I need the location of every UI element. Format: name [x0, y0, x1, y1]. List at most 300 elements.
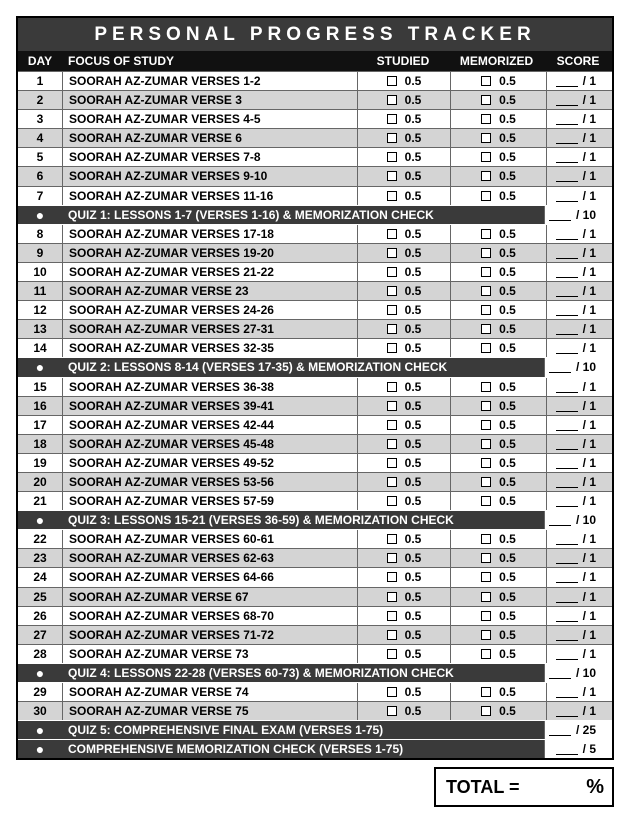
- memorized-checkbox[interactable]: [481, 534, 491, 544]
- score-blank[interactable]: [556, 591, 578, 603]
- studied-checkbox[interactable]: [387, 248, 397, 258]
- memorized-cell[interactable]: [451, 301, 547, 319]
- score-max: / 1: [582, 646, 596, 661]
- studied-checkbox[interactable]: [387, 76, 397, 86]
- bullet-icon: ●: [35, 741, 45, 758]
- focus-of-study: SOORAH AZ-ZUMAR VERSES 39-41: [63, 397, 358, 415]
- memorized-cell[interactable]: [451, 282, 547, 300]
- memorized-checkbox[interactable]: [481, 687, 491, 697]
- studied-cell[interactable]: [358, 588, 451, 606]
- table-row: [18, 548, 612, 567]
- studied-points: 0.5: [404, 589, 422, 604]
- score-cell[interactable]: [547, 626, 612, 644]
- memorized-checkbox[interactable]: [481, 611, 491, 621]
- score-max: / 1: [582, 150, 596, 165]
- memorized-cell[interactable]: [451, 72, 547, 90]
- table-row: [18, 338, 612, 357]
- score-blank[interactable]: [549, 724, 571, 736]
- studied-cell[interactable]: [358, 568, 451, 586]
- score-max: / 1: [582, 303, 596, 318]
- score-cell[interactable]: [547, 339, 612, 357]
- studied-points: 0.5: [404, 436, 422, 451]
- table-row: [18, 434, 612, 453]
- score-blank[interactable]: [556, 419, 578, 431]
- memorized-cell[interactable]: [451, 492, 547, 510]
- score-blank[interactable]: [549, 514, 571, 526]
- memorized-checkbox[interactable]: [481, 267, 491, 277]
- memorized-checkbox[interactable]: [481, 592, 491, 602]
- focus-of-study: SOORAH AZ-ZUMAR VERSES 21-22: [63, 263, 358, 281]
- studied-cell[interactable]: [358, 148, 451, 166]
- studied-cell[interactable]: [358, 702, 451, 720]
- memorized-cell[interactable]: [451, 473, 547, 491]
- studied-cell[interactable]: [358, 282, 451, 300]
- memorized-cell[interactable]: [451, 397, 547, 415]
- focus-of-study: SOORAH AZ-ZUMAR VERSES 57-59: [63, 492, 358, 510]
- studied-cell[interactable]: [358, 397, 451, 415]
- memorized-points: 0.5: [499, 284, 516, 299]
- studied-checkbox[interactable]: [387, 458, 397, 468]
- memorized-points: 0.5: [499, 627, 516, 642]
- score-blank[interactable]: [556, 686, 578, 698]
- memorized-checkbox[interactable]: [481, 420, 491, 430]
- studied-cell[interactable]: [358, 263, 451, 281]
- studied-checkbox[interactable]: [387, 534, 397, 544]
- studied-cell[interactable]: [358, 683, 451, 701]
- score-blank[interactable]: [556, 571, 578, 583]
- score-blank[interactable]: [556, 113, 578, 125]
- score-blank[interactable]: [549, 361, 571, 373]
- studied-checkbox[interactable]: [387, 706, 397, 716]
- memorized-points: 0.5: [499, 570, 516, 585]
- studied-cell[interactable]: [358, 645, 451, 663]
- memorized-cell[interactable]: [451, 568, 547, 586]
- studied-checkbox[interactable]: [387, 171, 397, 181]
- score-blank[interactable]: [556, 400, 578, 412]
- score-cell[interactable]: [544, 206, 612, 224]
- studied-checkbox[interactable]: [387, 572, 397, 582]
- studied-cell[interactable]: [358, 416, 451, 434]
- memorized-cell[interactable]: [451, 244, 547, 262]
- progress-tracker-table: [16, 16, 614, 760]
- quiz-text: QUIZ 3: LESSONS 15-21 (VERSES 36-59) & MEMORIZATION CHECK: [68, 513, 454, 528]
- score-blank[interactable]: [556, 457, 578, 469]
- score-blank[interactable]: [556, 323, 578, 335]
- score-cell[interactable]: [547, 244, 612, 262]
- memorized-cell[interactable]: [451, 645, 547, 663]
- studied-points: 0.5: [404, 322, 422, 337]
- score-cell[interactable]: [544, 664, 612, 682]
- score-blank[interactable]: [556, 190, 578, 202]
- score-blank[interactable]: [556, 228, 578, 240]
- memorized-checkbox[interactable]: [481, 649, 491, 659]
- studied-checkbox[interactable]: [387, 191, 397, 201]
- studied-cell[interactable]: [358, 167, 451, 185]
- memorized-checkbox[interactable]: [481, 630, 491, 640]
- day-number: 23: [18, 549, 63, 567]
- table-row: [18, 166, 612, 185]
- studied-points: 0.5: [404, 226, 422, 241]
- memorized-points: 0.5: [499, 494, 516, 509]
- studied-checkbox[interactable]: [387, 687, 397, 697]
- table-row: [18, 491, 612, 510]
- score-cell[interactable]: [544, 740, 612, 758]
- studied-checkbox[interactable]: [387, 420, 397, 430]
- focus-of-study: SOORAH AZ-ZUMAR VERSES 19-20: [63, 244, 358, 262]
- focus-of-study: SOORAH AZ-ZUMAR VERSES 17-18: [63, 225, 358, 243]
- score-cell[interactable]: [547, 167, 612, 185]
- studied-checkbox[interactable]: [387, 286, 397, 296]
- memorized-cell[interactable]: [451, 416, 547, 434]
- table-row: [18, 415, 612, 434]
- day-number: 10: [18, 263, 63, 281]
- focus-of-study: SOORAH AZ-ZUMAR VERSES 71-72: [63, 626, 358, 644]
- score-cell[interactable]: [547, 72, 612, 90]
- memorized-checkbox[interactable]: [481, 171, 491, 181]
- memorized-points: 0.5: [499, 245, 516, 260]
- score-max: / 10: [575, 665, 596, 680]
- studied-cell[interactable]: [358, 435, 451, 453]
- studied-cell[interactable]: [358, 454, 451, 472]
- studied-checkbox[interactable]: [387, 95, 397, 105]
- score-cell[interactable]: [547, 225, 612, 243]
- studied-checkbox[interactable]: [387, 439, 397, 449]
- score-cell[interactable]: [547, 416, 612, 434]
- memorized-cell[interactable]: [451, 110, 547, 128]
- memorized-cell[interactable]: [451, 588, 547, 606]
- studied-cell[interactable]: [358, 187, 451, 205]
- studied-checkbox[interactable]: [387, 611, 397, 621]
- score-blank[interactable]: [556, 438, 578, 450]
- memorized-cell[interactable]: [451, 129, 547, 147]
- studied-cell[interactable]: [358, 225, 451, 243]
- score-blank[interactable]: [556, 381, 578, 393]
- memorized-cell[interactable]: [451, 167, 547, 185]
- studied-checkbox[interactable]: [387, 267, 397, 277]
- focus-of-study: SOORAH AZ-ZUMAR VERSE 67: [63, 588, 358, 606]
- focus-of-study: SOORAH AZ-ZUMAR VERSE 23: [63, 282, 358, 300]
- focus-of-study: SOORAH AZ-ZUMAR VERSES 24-26: [63, 301, 358, 319]
- score-cell[interactable]: [547, 530, 612, 548]
- memorized-cell[interactable]: [451, 607, 547, 625]
- day-number: 4: [18, 129, 63, 147]
- header-focus: FOCUS OF STUDY: [68, 54, 175, 68]
- studied-checkbox[interactable]: [387, 477, 397, 487]
- memorized-checkbox[interactable]: [481, 133, 491, 143]
- day-number: 2: [18, 91, 63, 109]
- day-number: 8: [18, 225, 63, 243]
- day-number: 19: [18, 454, 63, 472]
- memorized-checkbox[interactable]: [481, 401, 491, 411]
- studied-cell[interactable]: [358, 320, 451, 338]
- score-max: / 1: [582, 685, 596, 699]
- score-blank[interactable]: [556, 552, 578, 564]
- score-cell[interactable]: [547, 588, 612, 606]
- score-cell[interactable]: [547, 378, 612, 396]
- score-cell[interactable]: [547, 607, 612, 625]
- day-number: 9: [18, 244, 63, 262]
- quiz-text: QUIZ 1: LESSONS 1-7 (VERSES 1-16) & MEMORIZATION CHECK: [68, 207, 434, 222]
- studied-cell[interactable]: [358, 626, 451, 644]
- memorized-checkbox[interactable]: [481, 114, 491, 124]
- score-cell[interactable]: [547, 454, 612, 472]
- focus-of-study: SOORAH AZ-ZUMAR VERSES 36-38: [63, 378, 358, 396]
- studied-cell[interactable]: [358, 301, 451, 319]
- table-row: [18, 701, 612, 720]
- memorized-checkbox[interactable]: [481, 286, 491, 296]
- day-number: 12: [18, 301, 63, 319]
- memorized-cell[interactable]: [451, 187, 547, 205]
- score-blank[interactable]: [556, 705, 578, 717]
- memorized-checkbox[interactable]: [481, 458, 491, 468]
- focus-of-study: SOORAH AZ-ZUMAR VERSES 45-48: [63, 435, 358, 453]
- studied-points: 0.5: [404, 417, 422, 432]
- score-cell[interactable]: [547, 645, 612, 663]
- memorized-cell[interactable]: [451, 702, 547, 720]
- studied-checkbox[interactable]: [387, 553, 397, 563]
- score-cell[interactable]: [547, 282, 612, 300]
- score-cell[interactable]: [547, 110, 612, 128]
- score-blank[interactable]: [549, 667, 571, 679]
- memorized-checkbox[interactable]: [481, 553, 491, 563]
- focus-of-study: SOORAH AZ-ZUMAR VERSE 75: [63, 702, 358, 720]
- score-cell[interactable]: [547, 129, 612, 147]
- memorized-cell[interactable]: [451, 148, 547, 166]
- score-max: / 1: [582, 322, 596, 337]
- total-label: TOTAL =: [446, 777, 520, 797]
- score-blank[interactable]: [556, 304, 578, 316]
- quiz-row: [18, 663, 612, 682]
- studied-cell[interactable]: [358, 110, 451, 128]
- score-cell[interactable]: [547, 473, 612, 491]
- memorized-cell[interactable]: [451, 549, 547, 567]
- studied-points: 0.5: [404, 685, 422, 699]
- score-cell[interactable]: [547, 320, 612, 338]
- score-blank[interactable]: [556, 476, 578, 488]
- memorized-cell[interactable]: [451, 339, 547, 357]
- quiz-row: [18, 720, 612, 739]
- memorized-cell[interactable]: [451, 263, 547, 281]
- score-blank[interactable]: [556, 342, 578, 354]
- table-row: [18, 625, 612, 644]
- score-cell[interactable]: [547, 91, 612, 109]
- memorized-cell[interactable]: [451, 435, 547, 453]
- bullet-icon: ●: [35, 664, 45, 681]
- score-cell[interactable]: [547, 263, 612, 281]
- score-cell[interactable]: [547, 549, 612, 567]
- studied-cell[interactable]: [358, 378, 451, 396]
- score-cell[interactable]: [547, 435, 612, 453]
- studied-cell[interactable]: [358, 129, 451, 147]
- score-cell[interactable]: [547, 683, 612, 701]
- memorized-points: 0.5: [499, 704, 516, 719]
- focus-of-study: SOORAH AZ-ZUMAR VERSES 27-31: [63, 320, 358, 338]
- score-max: / 1: [582, 436, 596, 451]
- studied-checkbox[interactable]: [387, 305, 397, 315]
- studied-checkbox[interactable]: [387, 114, 397, 124]
- memorized-checkbox[interactable]: [481, 95, 491, 105]
- memorized-cell[interactable]: [451, 225, 547, 243]
- score-blank[interactable]: [556, 170, 578, 182]
- score-cell[interactable]: [544, 511, 612, 529]
- score-blank[interactable]: [556, 75, 578, 87]
- studied-points: 0.5: [404, 608, 422, 623]
- studied-checkbox[interactable]: [387, 496, 397, 506]
- score-max: / 5: [582, 742, 596, 757]
- day-number: 22: [18, 530, 63, 548]
- memorized-points: 0.5: [499, 685, 516, 699]
- studied-points: 0.5: [404, 474, 422, 489]
- memorized-cell[interactable]: [451, 683, 547, 701]
- studied-checkbox[interactable]: [387, 343, 397, 353]
- score-blank[interactable]: [556, 94, 578, 106]
- score-cell[interactable]: [547, 397, 612, 415]
- studied-points: 0.5: [404, 93, 422, 108]
- memorized-checkbox[interactable]: [481, 152, 491, 162]
- memorized-cell[interactable]: [451, 530, 547, 548]
- day-number: 6: [18, 167, 63, 185]
- focus-of-study: SOORAH AZ-ZUMAR VERSES 62-63: [63, 549, 358, 567]
- memorized-cell[interactable]: [451, 454, 547, 472]
- score-max: / 1: [582, 551, 596, 566]
- score-blank[interactable]: [556, 247, 578, 259]
- memorized-points: 0.5: [499, 169, 516, 184]
- score-blank[interactable]: [556, 629, 578, 641]
- table-row: [18, 529, 612, 548]
- table-row: [18, 567, 612, 586]
- score-max: / 1: [582, 494, 596, 509]
- studied-checkbox[interactable]: [387, 630, 397, 640]
- score-cell[interactable]: [547, 187, 612, 205]
- score-max: / 1: [582, 188, 596, 203]
- score-cell[interactable]: [547, 492, 612, 510]
- score-blank[interactable]: [556, 132, 578, 144]
- day-number: 17: [18, 416, 63, 434]
- memorized-checkbox[interactable]: [481, 305, 491, 315]
- studied-cell[interactable]: [358, 72, 451, 90]
- day-number: 11: [18, 282, 63, 300]
- score-blank[interactable]: [556, 610, 578, 622]
- header-studied: STUDIED: [376, 54, 430, 68]
- focus-of-study: SOORAH AZ-ZUMAR VERSES 53-56: [63, 473, 358, 491]
- table-row: [18, 71, 612, 90]
- studied-checkbox[interactable]: [387, 401, 397, 411]
- score-blank[interactable]: [556, 533, 578, 545]
- studied-points: 0.5: [404, 455, 422, 470]
- studied-cell[interactable]: [358, 530, 451, 548]
- memorized-cell[interactable]: [451, 320, 547, 338]
- memorized-checkbox[interactable]: [481, 229, 491, 239]
- total-box: [434, 767, 614, 807]
- table-row: [18, 300, 612, 319]
- memorized-points: 0.5: [499, 532, 516, 547]
- score-max: / 1: [582, 570, 596, 585]
- score-max: / 10: [575, 360, 596, 375]
- score-blank[interactable]: [556, 743, 578, 755]
- memorized-checkbox[interactable]: [481, 706, 491, 716]
- studied-cell[interactable]: [358, 549, 451, 567]
- day-number: 3: [18, 110, 63, 128]
- score-cell[interactable]: [547, 148, 612, 166]
- table-row: [18, 396, 612, 415]
- memorized-points: 0.5: [499, 474, 516, 489]
- memorized-points: 0.5: [499, 131, 516, 146]
- score-max: / 1: [582, 589, 596, 604]
- score-max: / 1: [582, 264, 596, 279]
- focus-of-study: SOORAH AZ-ZUMAR VERSES 60-61: [63, 530, 358, 548]
- score-cell[interactable]: [544, 721, 612, 739]
- studied-cell[interactable]: [358, 91, 451, 109]
- score-blank[interactable]: [556, 495, 578, 507]
- studied-points: 0.5: [404, 398, 422, 413]
- studied-points: 0.5: [404, 532, 422, 547]
- quiz-row: [18, 510, 612, 529]
- quiz-row: [18, 739, 612, 758]
- memorized-checkbox[interactable]: [481, 324, 491, 334]
- score-cell[interactable]: [547, 568, 612, 586]
- memorized-checkbox[interactable]: [481, 439, 491, 449]
- studied-checkbox[interactable]: [387, 229, 397, 239]
- memorized-checkbox[interactable]: [481, 191, 491, 201]
- studied-points: 0.5: [404, 284, 422, 299]
- memorized-checkbox[interactable]: [481, 496, 491, 506]
- focus-of-study: SOORAH AZ-ZUMAR VERSE 6: [63, 129, 358, 147]
- quiz-row: [18, 205, 612, 224]
- table-row: [18, 453, 612, 472]
- score-blank[interactable]: [549, 209, 571, 221]
- score-blank[interactable]: [556, 648, 578, 660]
- studied-cell[interactable]: [358, 244, 451, 262]
- table-row: [18, 128, 612, 147]
- focus-of-study: SOORAH AZ-ZUMAR VERSE 3: [63, 91, 358, 109]
- studied-checkbox[interactable]: [387, 133, 397, 143]
- memorized-cell[interactable]: [451, 626, 547, 644]
- studied-checkbox[interactable]: [387, 324, 397, 334]
- studied-checkbox[interactable]: [387, 382, 397, 392]
- studied-cell[interactable]: [358, 492, 451, 510]
- memorized-checkbox[interactable]: [481, 76, 491, 86]
- memorized-checkbox[interactable]: [481, 572, 491, 582]
- score-cell[interactable]: [547, 702, 612, 720]
- table-row: [18, 606, 612, 625]
- studied-points: 0.5: [404, 74, 422, 88]
- studied-cell[interactable]: [358, 339, 451, 357]
- bullet-icon: ●: [35, 722, 45, 739]
- day-number: 18: [18, 435, 63, 453]
- memorized-cell[interactable]: [451, 91, 547, 109]
- focus-of-study: SOORAH AZ-ZUMAR VERSES 49-52: [63, 454, 358, 472]
- score-blank[interactable]: [556, 151, 578, 163]
- memorized-checkbox[interactable]: [481, 477, 491, 487]
- score-cell[interactable]: [547, 301, 612, 319]
- studied-checkbox[interactable]: [387, 152, 397, 162]
- memorized-checkbox[interactable]: [481, 248, 491, 258]
- table-row: [18, 644, 612, 663]
- memorized-points: 0.5: [499, 264, 516, 279]
- memorized-checkbox[interactable]: [481, 382, 491, 392]
- studied-cell[interactable]: [358, 473, 451, 491]
- score-blank[interactable]: [556, 266, 578, 278]
- studied-cell[interactable]: [358, 607, 451, 625]
- score-blank[interactable]: [556, 285, 578, 297]
- memorized-points: 0.5: [499, 379, 516, 394]
- studied-points: 0.5: [404, 131, 422, 146]
- studied-checkbox[interactable]: [387, 592, 397, 602]
- studied-checkbox[interactable]: [387, 649, 397, 659]
- memorized-checkbox[interactable]: [481, 343, 491, 353]
- score-cell[interactable]: [544, 358, 612, 376]
- memorized-cell[interactable]: [451, 378, 547, 396]
